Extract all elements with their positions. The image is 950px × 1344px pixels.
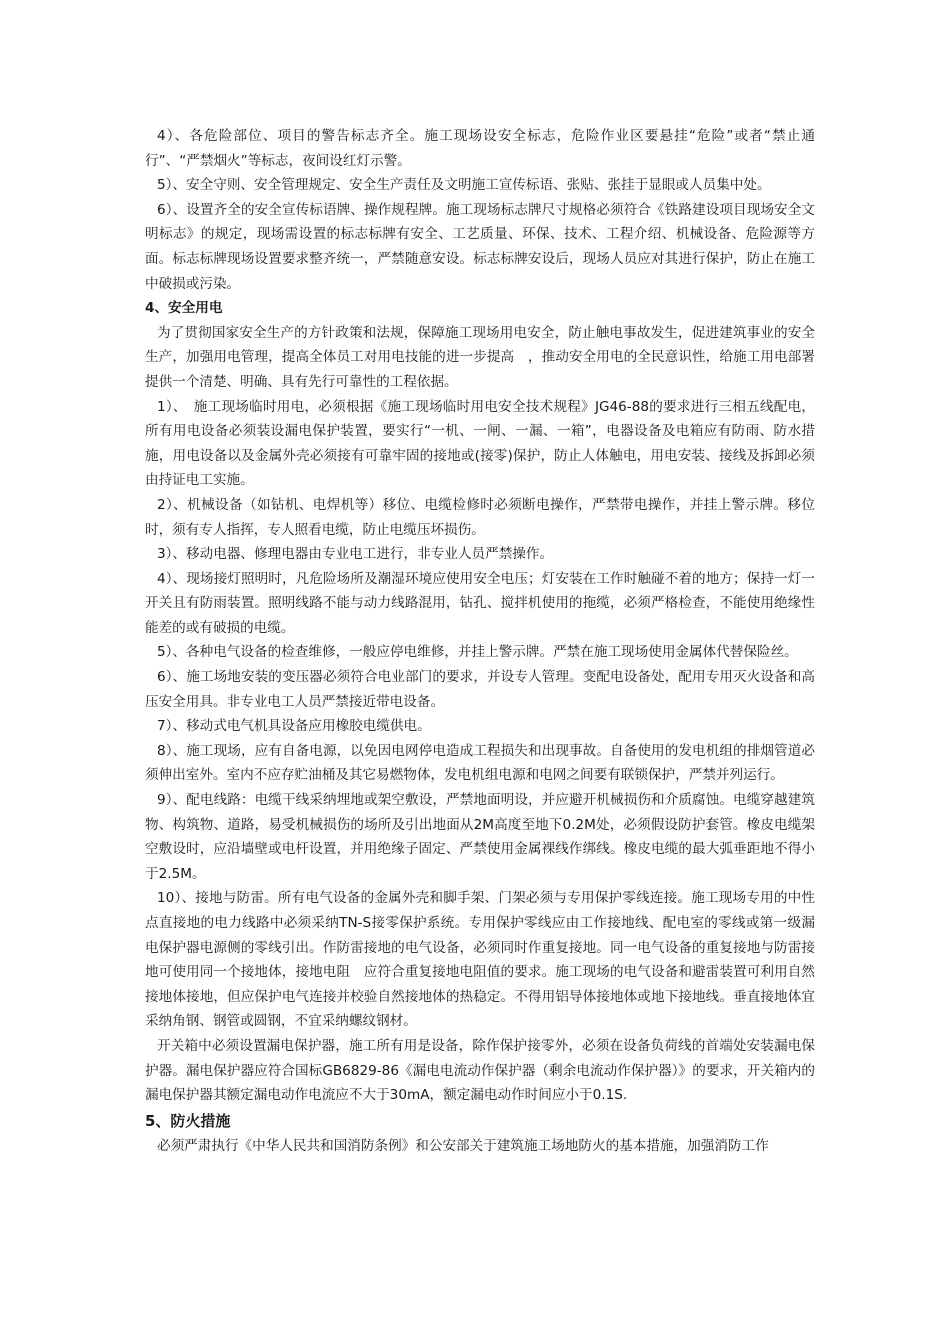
paragraph: 6）、设置齐全的安全宣传标语牌、操作规程牌。施工现场标志牌尺寸规格必须符合《铁路建设项目现场安全文明标志》的规定，现场需设置的标志标牌有安全、工艺质量、环保、技术、工程介绍、机械设备、危险源等方面。标志标牌现场设置要求整齐统一，严禁随意安设。标志标牌安设后，现场人员应对其进行保护，防止在施工中破损或污染。 — [145, 201, 815, 292]
paragraph: 为了贯彻国家安全生产的方针政策和法规，保障施工现场用电安全，防止触电事故发生，促进建筑事业的安全生产，加强用电管理，提高全体员工对用电技能的进一步提高 ，推动安全用电的全民意识性，给施工用电部署提供一个清楚、明确、具有先行可靠性的工程依据。 — [145, 324, 815, 390]
paragraph: 5）、安全守则、安全管理规定、安全生产责任及文明施工宣传标语、张贴、张挂于显眼或人员集中处。 — [157, 177, 771, 194]
paragraph: 开关箱中必须设置漏电保护器，施工所有用是设备，除作保护接零外，必须在设备负荷线的首端处安装漏电保护器。漏电保护器应符合国标GB6829-86《漏电电流动作保护器（剩余电流动作保护器）》的要求，开关箱内的漏电保护器其额定漏电动作电流应不大于30mA，额定漏电动作时间应小于0.1S. — [145, 1037, 815, 1104]
paragraph: 9）、配电线路：电缆干线采纳埋地或架空敷设，严禁地面明设，并应避开机械损伤和介质腐蚀。电缆穿越建筑物、构筑物、道路，易受机械损伤的场所及引出地面从2M高度至地下0.2M处，必须假设防护套管。橡皮电缆架空敷设时，应沿墙壁或电杆设置，并用绝缘子固定、严禁使用金属裸线作绑线。橡皮电缆的最大弧垂距地不得小于2.5M。 — [145, 792, 815, 882]
section-heading-5: 5、防火措施 — [145, 1111, 231, 1130]
paragraph: 7）、移动式电气机具设备应用橡胶电缆供电。 — [157, 718, 431, 735]
paragraph: 必须严肃执行《中华人民共和国消防条例》和公安部关于建筑施工场地防火的基本措施，加强消防工作 — [157, 1137, 769, 1154]
paragraph: 4）、现场接灯照明时，凡危险场所及潮湿环境应使用安全电压；灯安装在工作时触碰不着的地方；保持一灯一开关且有防雨装置。照明线路不能与动力线路混用，钻孔、搅拌机使用的拖缆，必须严格检查，不能使用绝缘性能差的或有破损的电缆。 — [145, 570, 815, 636]
paragraph: 5）、各种电气设备的检查维修，一般应停电维修，并挂上警示牌。严禁在施工现场使用金属体代替保险丝。 — [157, 644, 798, 661]
section-heading-4: 4、安全用电 — [145, 300, 223, 317]
paragraph: 4）、各危险部位、项目的警告标志齐全。施工现场设安全标志，危险作业区要悬挂“危险”或者“禁止通行”、“严禁烟火”等标志，夜间设红灯示警。 — [145, 128, 815, 169]
paragraph: 8）、施工现场，应有自备电源，以免因电网停电造成工程损失和出现事故。自备使用的发电机组的排烟管道必须伸出室外。室内不应存贮油桶及其它易燃物体，发电机组电源和电网之间要有联锁保护，严禁并列运行。 — [145, 742, 815, 784]
document-page — [145, 124, 815, 1158]
paragraph: 3）、移动电器、修理电器由专业电工进行，非专业人员严禁操作。 — [157, 546, 554, 563]
paragraph: 10）、接地与防雷。所有电气设备的金属外壳和脚手架、门架必须与专用保护零线连接。施工现场专用的中性点直接地的电力线路中必须采纳TN-S接零保护系统。专用保护零线应由工作接地线、配电室的零线或第一级漏电保护器电源侧的零线引出。作防雷接地的电气设备，必须同时作重复接地。同一电气设备的重复接地与防雷接地可使用同一个接地体，接地电阻 应符合重复接地电阻值的要求。施工现场的电气设备和避雷装置可利用自然接地体接地，但应保护电气连接并校验自然接地体的热稳定。不得用铝导体接地体或地下接地线。垂直接地体宜采纳角钢、钢管或圆钢，不宜采纳螺纹钢材。 — [145, 890, 815, 1030]
paragraph: 2）、机械设备（如钻机、电焊机等）移位、电缆检修时必须断电操作，严禁带电操作，并挂上警示牌。移位时，须有专人指挥，专人照看电缆，防止电缆压坏损伤。 — [145, 496, 815, 538]
paragraph: 1）、 施工现场临时用电，必须根据《施工现场临时用电安全技术规程》JG46-88的要求进行三相五线配电，所有用电设备必须装设漏电保护装置，要实行“一机、一闸、一漏、一箱”，电器设备及电箱应有防雨、防水措施，用电设备以及金属外壳必须接有可靠牢固的接地或(接零)保护，防止人体触电，用电安装、接线及拆卸必须由持证电工实施。 — [145, 398, 815, 489]
paragraph: 6）、施工场地安装的变压器必须符合电业部门的要求，并设专人管理。变配电设备处，配用专用灭火设备和高压安全用具。非专业电工人员严禁接近带电设备。 — [145, 669, 815, 710]
